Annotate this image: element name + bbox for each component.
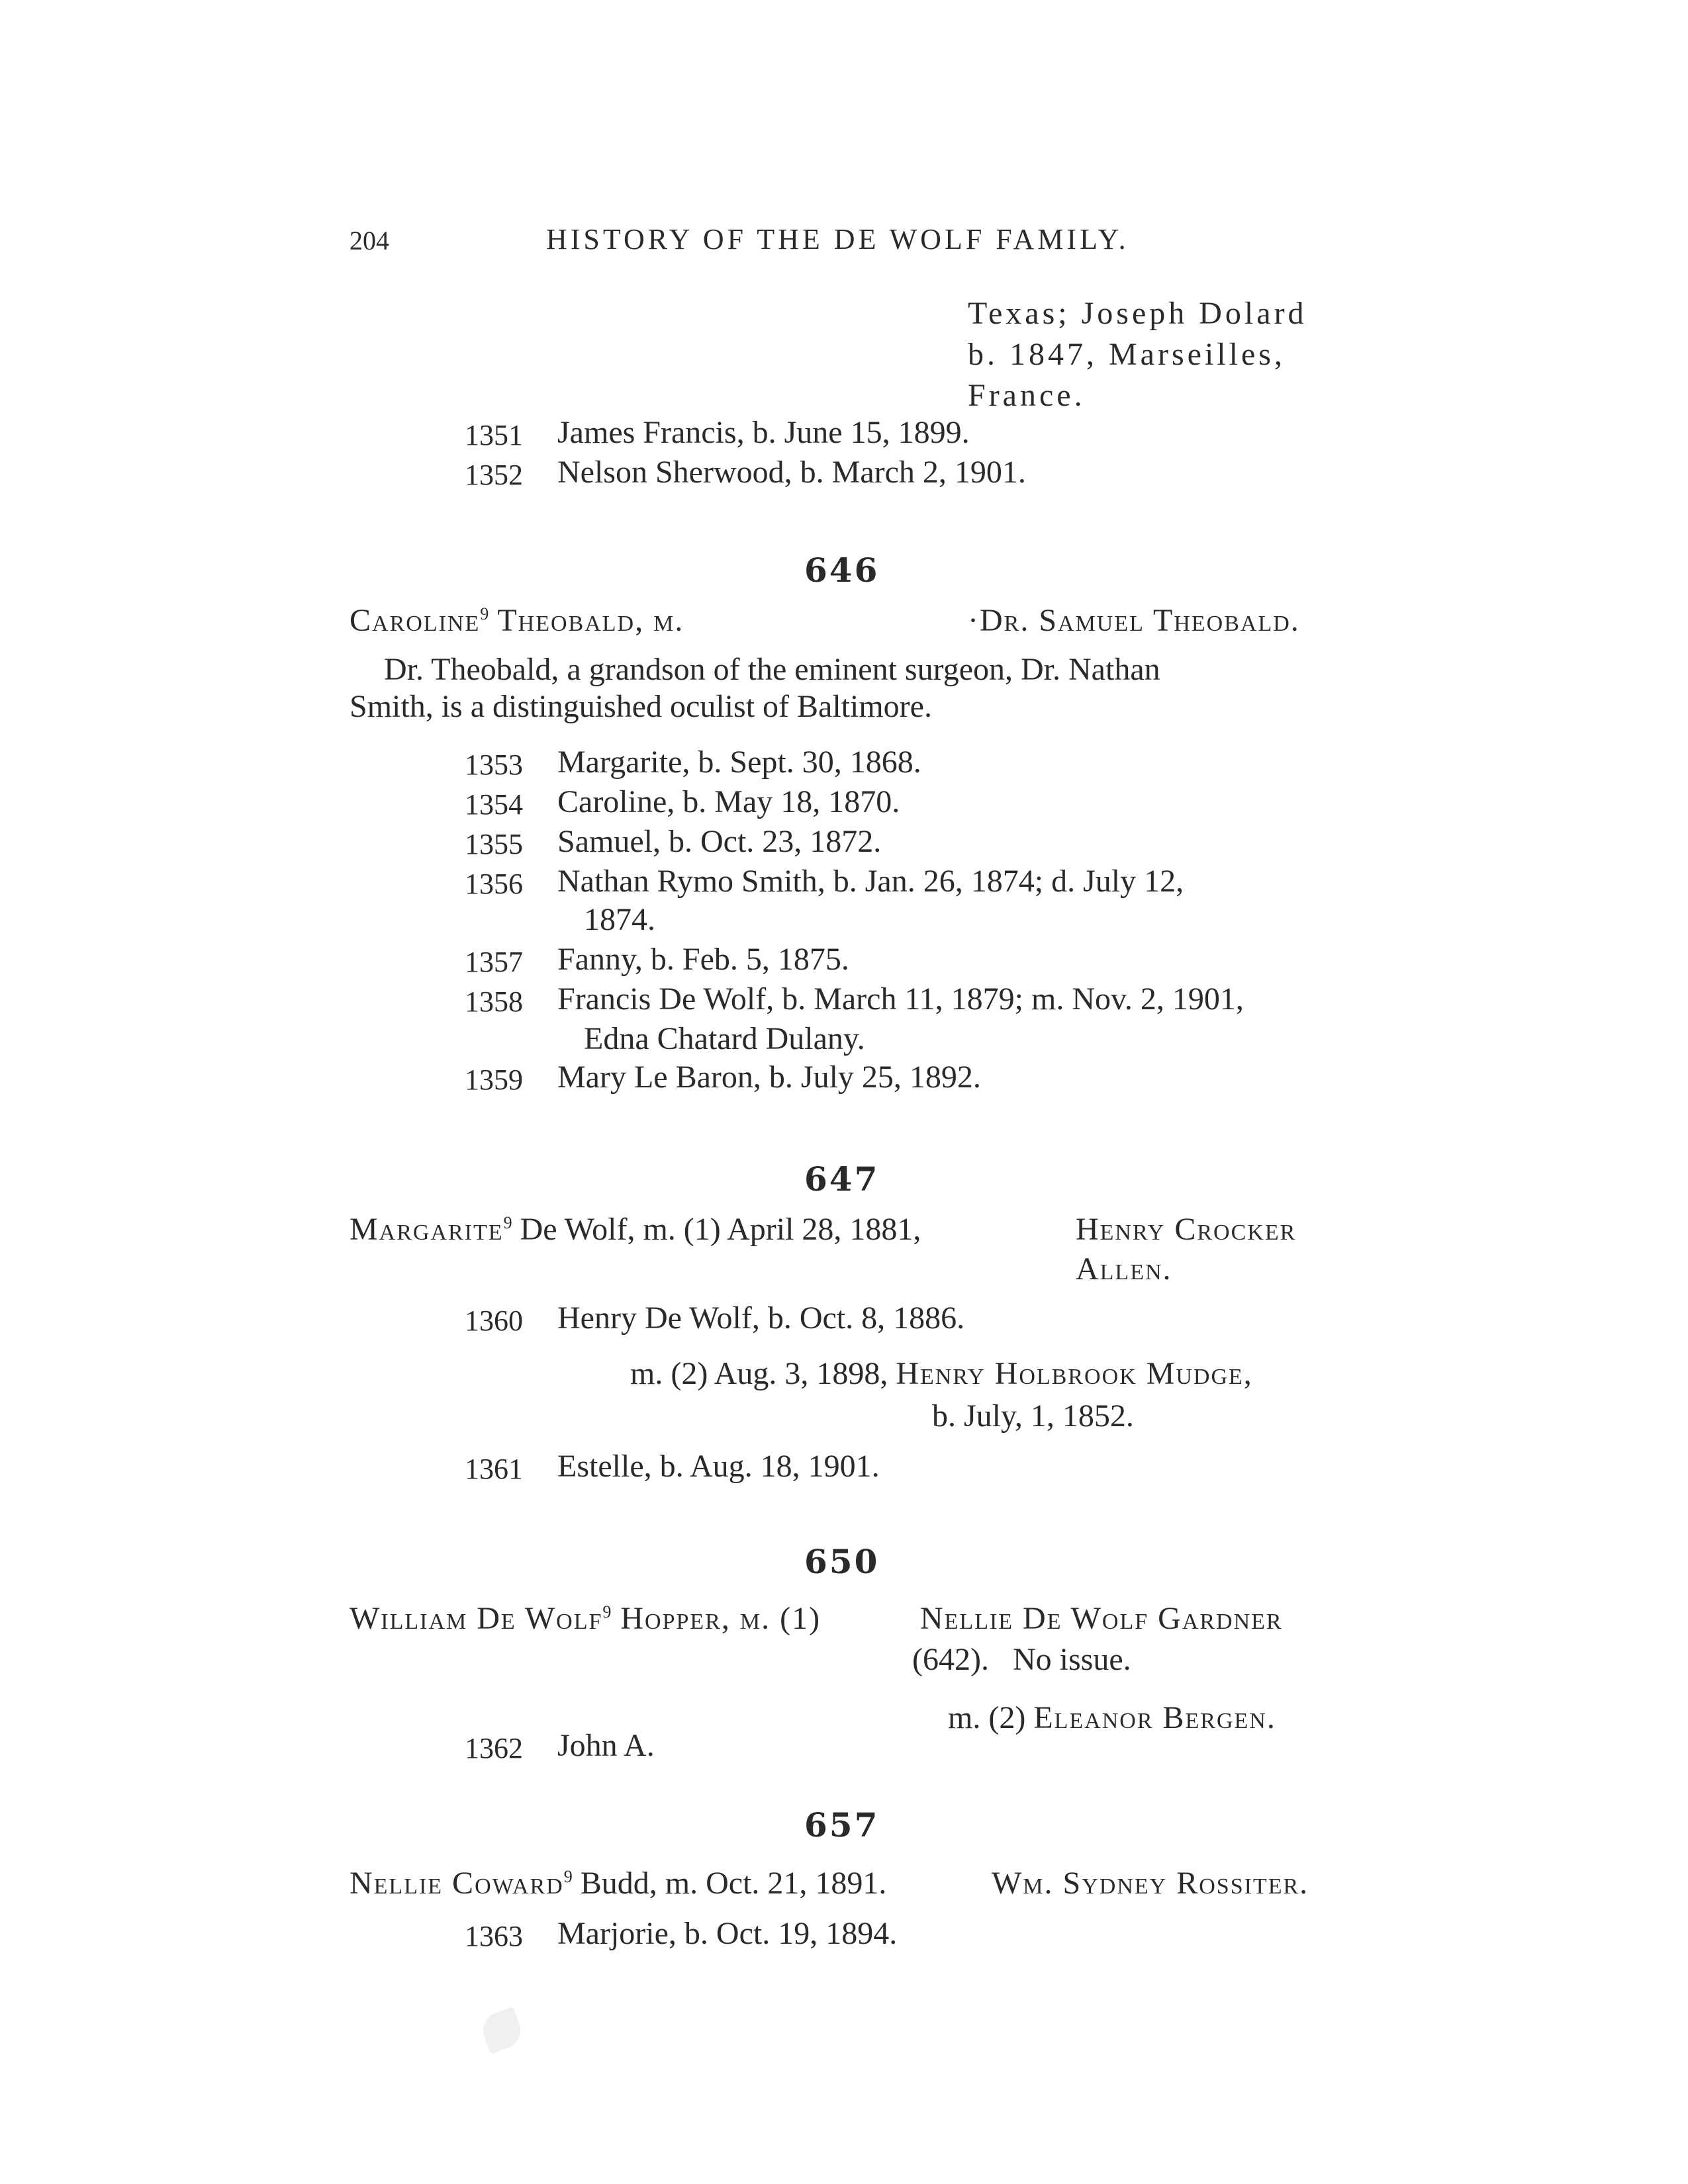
paragraph-line-2: Smith, is a distinguished oculist of Baltimore. <box>350 689 932 724</box>
child-number: 1356 <box>465 868 523 900</box>
child-entry-cont: Edna Chatard Dulany. <box>584 1021 865 1056</box>
spouse-name: Wm. Sydney Rossiter. <box>992 1866 1309 1901</box>
child-number: 1354 <box>465 788 523 821</box>
spouse-name: ·Dr. Samuel Theobald. <box>968 603 1300 638</box>
intro-line-1: Texas; Joseph Dolard <box>968 296 1307 331</box>
intro-line-2: b. 1847, Marseilles, <box>968 337 1286 372</box>
spouse-name: Nellie De Wolf Gardner <box>920 1601 1283 1636</box>
child-entry: Margarite, b. Sept. 30, 1868. <box>557 745 921 780</box>
parent-name: William De Wolf$^9$ Hopper, m. (1) <box>350 1601 821 1636</box>
running-title: HISTORY OF THE DE WOLF FAMILY. <box>546 223 1129 255</box>
child-entry: James Francis, b. June 15, 1899. <box>557 415 970 450</box>
parent-name: Margarite$^9$ De Wolf, m. (1) April 28, 1881, <box>350 1212 921 1247</box>
child-entry: John A. <box>557 1728 655 1763</box>
parent-name: Caroline$^9$ Theobald, m. <box>350 603 684 638</box>
child-number: 1362 <box>465 1732 523 1764</box>
child-number: 1361 <box>465 1453 523 1485</box>
spouse-name-cont: Allen. <box>1076 1251 1172 1287</box>
child-entry: Caroline, b. May 18, 1870. <box>557 784 900 819</box>
child-number: 1359 <box>465 1064 523 1096</box>
child-entry-cont: 1874. <box>584 902 655 937</box>
spouse-name: Henry Crocker <box>1076 1212 1297 1247</box>
section-heading-646: 646 <box>804 551 880 590</box>
child-entry: Francis De Wolf, b. March 11, 1879; m. Nov. 2, 1901, <box>557 981 1244 1017</box>
second-marriage: m. (2) Aug. 3, 1898, Henry Holbrook Mudge, <box>630 1356 1253 1391</box>
section-heading-650: 650 <box>804 1542 880 1581</box>
child-entry: Estelle, b. Aug. 18, 1901. <box>557 1449 880 1484</box>
spouse-born: b. July, 1, 1852. <box>932 1398 1134 1433</box>
intro-line-3: France. <box>968 378 1086 413</box>
leaf-watermark-icon <box>478 2007 526 2054</box>
child-number: 1363 <box>465 1920 523 1952</box>
child-entry: Nathan Rymo Smith, b. Jan. 26, 1874; d. July 12, <box>557 864 1184 899</box>
child-number: 1358 <box>465 985 523 1018</box>
child-number: 1352 <box>465 459 523 491</box>
parent-name: Nellie Coward$^9$ Budd, m. Oct. 21, 1891. <box>350 1866 887 1901</box>
child-number: 1351 <box>465 419 523 451</box>
child-number: 1353 <box>465 749 523 781</box>
child-number: 1355 <box>465 828 523 860</box>
child-entry: Nelson Sherwood, b. March 2, 1901. <box>557 455 1026 490</box>
child-entry: Marjorie, b. Oct. 19, 1894. <box>557 1916 898 1951</box>
child-entry: Mary Le Baron, b. July 25, 1892. <box>557 1060 981 1095</box>
child-entry: Samuel, b. Oct. 23, 1872. <box>557 824 882 859</box>
spouse-note: (642). No issue. <box>912 1642 1131 1677</box>
child-entry: Henry De Wolf, b. Oct. 8, 1886. <box>557 1300 965 1336</box>
paragraph-line-1: Dr. Theobald, a grandson of the eminent surgeon, Dr. Nathan <box>384 652 1160 687</box>
section-heading-657: 657 <box>804 1805 880 1844</box>
page-number: 204 <box>350 226 389 255</box>
child-entry: Fanny, b. Feb. 5, 1875. <box>557 942 849 977</box>
child-number: 1360 <box>465 1304 523 1337</box>
second-marriage: m. (2) Eleanor Bergen. <box>948 1700 1276 1735</box>
section-heading-647: 647 <box>804 1160 880 1199</box>
child-number: 1357 <box>465 946 523 978</box>
